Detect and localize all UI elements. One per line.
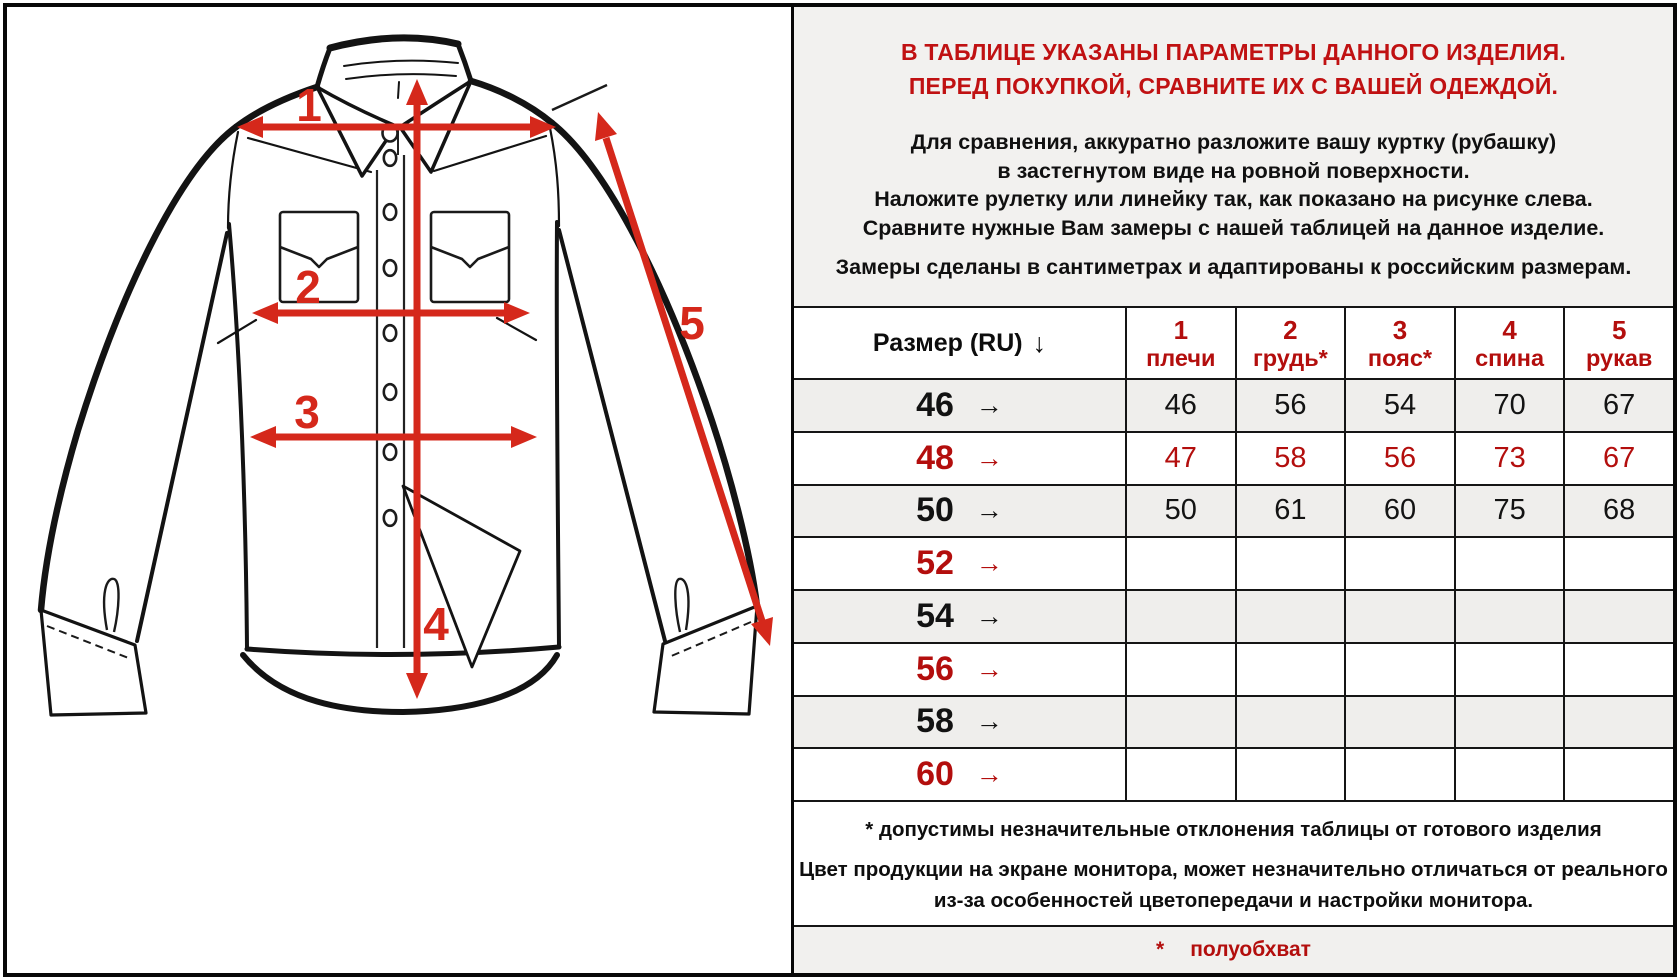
column-number: 2 — [1283, 314, 1298, 345]
value-46-рукав: 67 — [1563, 380, 1673, 431]
down-arrow-icon: ↓ — [1032, 327, 1047, 358]
instructions-section — [794, 7, 1673, 308]
value-58-спина — [1454, 697, 1564, 748]
instruction-line: Для сравнения, аккуратно разложите вашу куртку (рубашку) — [910, 130, 1557, 154]
column-name: пояс* — [1367, 345, 1433, 372]
footnotes-section — [794, 802, 1673, 927]
size-number: 60 — [916, 755, 954, 794]
value-56-плечи — [1125, 644, 1235, 695]
legend-bar — [794, 927, 1673, 973]
right-arrow-icon: → — [975, 548, 1003, 579]
column-header-2 — [1235, 308, 1345, 378]
value-56-пояс* — [1344, 644, 1454, 695]
size-row-52 — [794, 538, 1673, 591]
value-54-грудь* — [1235, 591, 1345, 642]
value-54-рукав — [1563, 591, 1673, 642]
size-column-header — [794, 308, 1125, 378]
value-54-плечи — [1125, 591, 1235, 642]
value-60-грудь* — [1235, 749, 1345, 800]
info-panel — [791, 7, 1673, 973]
size-label-52 — [794, 538, 1125, 589]
value-46-грудь*: 56 — [1235, 380, 1345, 431]
value-56-рукав — [1563, 644, 1673, 695]
instruction-line: в застегнутом виде на ровной поверхности. — [997, 158, 1470, 183]
value-52-грудь* — [1235, 538, 1345, 589]
column-header-5 — [1563, 308, 1673, 378]
size-number: 52 — [916, 544, 954, 583]
value-48-пояс*: 56 — [1344, 433, 1454, 484]
right-arrow-icon: → — [975, 442, 1003, 473]
column-header-1 — [1125, 308, 1235, 378]
column-number: 1 — [1173, 314, 1189, 345]
column-header-4 — [1454, 308, 1564, 378]
cuffs — [41, 606, 757, 715]
column-number: 5 — [1611, 314, 1627, 345]
size-label-56 — [794, 644, 1125, 695]
size-table — [794, 308, 1673, 802]
value-60-плечи — [1125, 749, 1235, 800]
value-50-грудь*: 61 — [1235, 486, 1345, 537]
value-50-спина: 75 — [1454, 486, 1564, 537]
measure-label-1: 1 — [296, 79, 322, 131]
size-row-56 — [794, 644, 1673, 697]
value-52-рукав — [1563, 538, 1673, 589]
measure-label-5: 5 — [679, 297, 705, 349]
footnote-color-line1: Цвет продукции на экране монитора, может незначительно отличаться от реального — [799, 858, 1668, 881]
size-row-58 — [794, 697, 1673, 750]
value-58-грудь* — [1235, 697, 1345, 748]
value-56-грудь* — [1235, 644, 1345, 695]
value-50-пояс*: 60 — [1344, 486, 1454, 537]
column-name: рукав — [1585, 345, 1653, 372]
asterisk-mark: * — [1156, 938, 1165, 961]
value-48-грудь*: 58 — [1235, 433, 1345, 484]
units-note: Замеры сделаны в сантиметрах и адаптированы к российским размерам. — [835, 255, 1632, 279]
instruction-line: Наложите рулетку или линейку так, как показано на рисунке слева. — [874, 187, 1593, 211]
buttons — [383, 125, 398, 526]
size-number: 54 — [916, 596, 954, 635]
size-row-54 — [794, 591, 1673, 644]
value-46-пояс*: 54 — [1344, 380, 1454, 431]
value-60-рукав — [1563, 749, 1673, 800]
right-arrow-icon: → — [975, 389, 1003, 420]
size-number: 46 — [916, 385, 954, 424]
legend-text: полуобхват — [1190, 938, 1311, 961]
column-number: 4 — [1502, 314, 1517, 345]
sleeve-tick — [552, 85, 607, 110]
footnote-tolerance: * допустимы незначительные отклонения таблицы от готового изделия — [865, 818, 1602, 841]
value-48-спина: 73 — [1454, 433, 1564, 484]
value-56-спина — [1454, 644, 1564, 695]
value-46-плечи: 46 — [1125, 380, 1235, 431]
value-58-рукав — [1563, 697, 1673, 748]
size-row-48 — [794, 433, 1673, 486]
right-arrow-icon: → — [975, 653, 1003, 684]
size-number: 50 — [916, 491, 954, 530]
value-54-пояс* — [1344, 591, 1454, 642]
value-48-рукав: 67 — [1563, 433, 1673, 484]
size-number: 48 — [916, 438, 954, 477]
right-arrow-icon: → — [975, 706, 1003, 737]
right-arrow-icon: → — [975, 600, 1003, 631]
value-52-спина — [1454, 538, 1564, 589]
size-number: 58 — [916, 702, 954, 741]
value-46-спина: 70 — [1454, 380, 1564, 431]
warning-title-line1: В ТАБЛИЦЕ УКАЗАНЫ ПАРАМЕТРЫ ДАННОГО ИЗДЕЛИЯ. — [901, 39, 1566, 65]
size-number: 56 — [916, 649, 954, 688]
column-name: плечи — [1146, 345, 1216, 372]
instruction-line: Сравните нужные Вам замеры с нашей таблицей на данное изделие. — [862, 215, 1605, 240]
size-label-54 — [794, 591, 1125, 642]
size-header-label: Размер (RU) — [872, 328, 1023, 357]
measure-label-2: 2 — [295, 261, 321, 313]
column-number: 3 — [1392, 314, 1408, 345]
value-54-спина — [1454, 591, 1564, 642]
value-58-плечи — [1125, 697, 1235, 748]
value-50-плечи: 50 — [1125, 486, 1235, 537]
value-60-пояс* — [1344, 749, 1454, 800]
warning-title — [794, 35, 1673, 103]
instructions-text — [794, 128, 1673, 242]
size-label-60 — [794, 749, 1125, 800]
value-52-пояс* — [1344, 538, 1454, 589]
shirt-measurement-diagram — [0, 0, 791, 980]
size-row-60 — [794, 749, 1673, 802]
value-48-плечи: 47 — [1125, 433, 1235, 484]
value-58-пояс* — [1344, 697, 1454, 748]
size-row-50 — [794, 486, 1673, 539]
right-arrow-icon: → — [975, 495, 1003, 526]
measure-label-4: 4 — [423, 598, 449, 650]
value-50-рукав: 68 — [1563, 486, 1673, 537]
size-label-58 — [794, 697, 1125, 748]
size-label-48 — [794, 433, 1125, 484]
column-header-3 — [1344, 308, 1454, 378]
size-label-50 — [794, 486, 1125, 537]
column-name: спина — [1475, 345, 1545, 372]
hem-fold-flap — [403, 486, 520, 667]
column-name: грудь* — [1252, 345, 1328, 372]
value-52-плечи — [1125, 538, 1235, 589]
size-row-46 — [794, 380, 1673, 433]
footnote-color-line2: из-за особенностей цветопередачи и настройки монитора. — [933, 889, 1534, 912]
value-60-спина — [1454, 749, 1564, 800]
cuff-loops — [104, 579, 688, 632]
table-header-row — [794, 308, 1673, 380]
warning-title-line2: ПЕРЕД ПОКУПКОЙ, СРАВНИТЕ ИХ С ВАШЕЙ ОДЕЖДОЙ. — [908, 73, 1559, 99]
measure-label-3: 3 — [294, 386, 320, 438]
size-label-46 — [794, 380, 1125, 431]
right-arrow-icon: → — [975, 759, 1003, 790]
